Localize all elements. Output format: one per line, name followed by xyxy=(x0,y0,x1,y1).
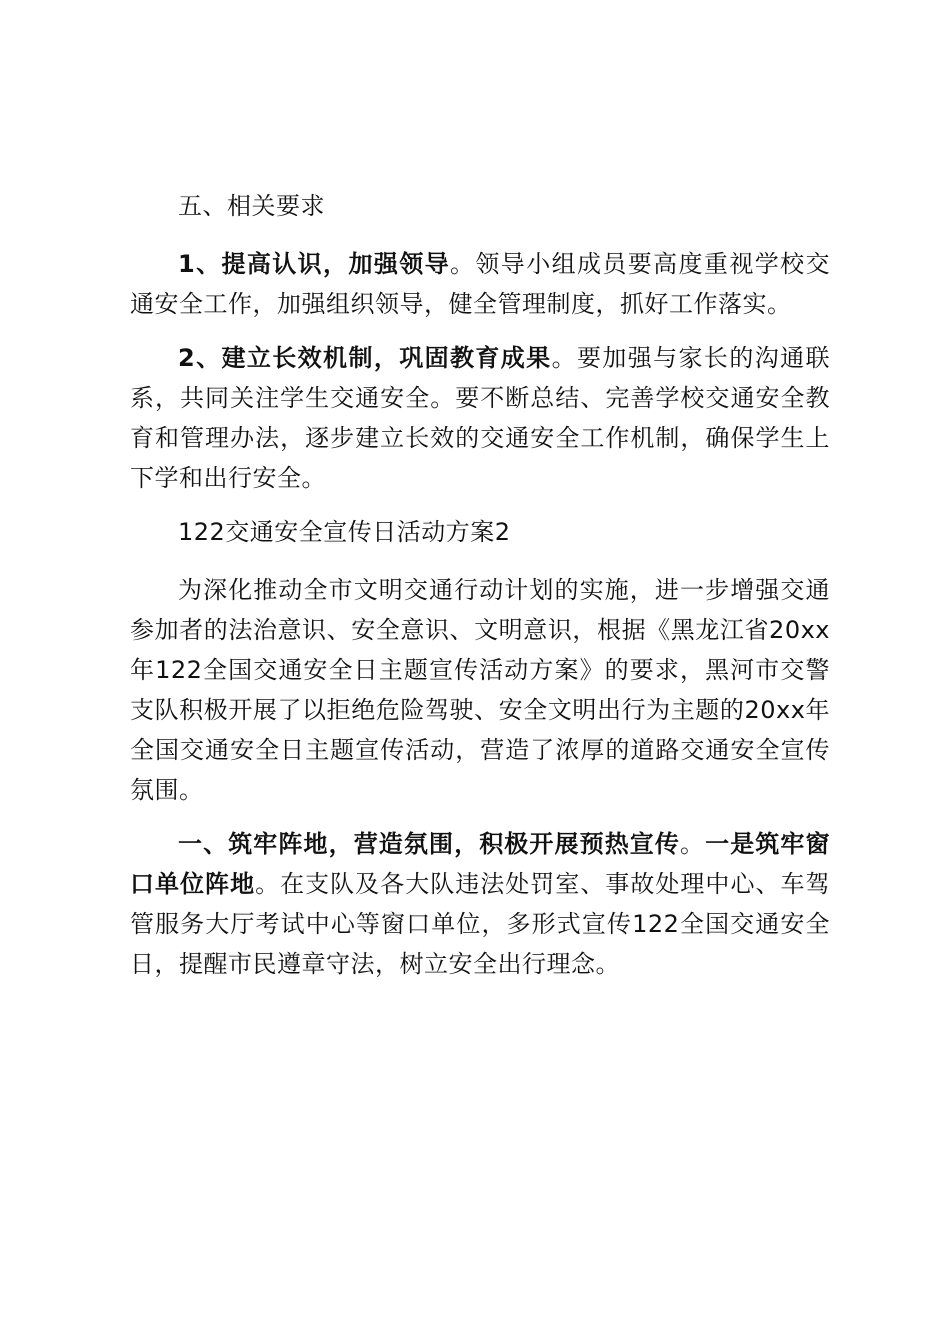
part-1-separator: 。 xyxy=(680,830,706,858)
part-1-paragraph xyxy=(130,824,830,984)
part-1-text: 。在支队及各大队违法处罚室、事故处理中心、车驾管服务大厅考试中心等窗口单位，多形式宣传122全国交通安全日，提醒市民遵章守法，树立安全出行理念。 xyxy=(130,870,830,978)
document-body xyxy=(130,186,830,998)
section-heading: 五、相关要求 xyxy=(178,192,325,220)
requirement-2-title: 2、建立长效机制，巩固教育成果 xyxy=(178,344,552,372)
plan-2-title: 122交通安全宣传日活动方案2 xyxy=(178,518,511,546)
part-1-subtitle: 一是筑牢窗口单位阵地 xyxy=(130,830,831,898)
requirement-1 xyxy=(130,244,830,324)
requirement-1-title: 1、提高认识，加强领导 xyxy=(178,250,451,278)
requirement-1-text: 。领导小组成员要高度重视学校交通安全工作，加强组织领导，健全管理制度，抓好工作落实。 xyxy=(130,250,831,318)
intro-paragraph: 为深化推动全市文明交通行动计划的实施，进一步增强交通参加者的法治意识、安全意识、文明意识，根据《黑龙江省20xx年122全国交通安全日主题宣传活动方案》的要求，黑河市交警支队积极开展了以拒绝危险驾驶、安全文明出行为主题的20xx年全国交通安全日主题宣传活动，营造了浓厚的道路交通安全宣传氛围。 xyxy=(130,576,830,804)
requirement-2 xyxy=(130,338,830,498)
part-1-title: 一、筑牢阵地，营造氛围，积极开展预热宣传 xyxy=(178,830,680,858)
requirement-2-text: 。要加强与家长的沟通联系，共同关注学生交通安全。要不断总结、完善学校交通安全教育和管理办法，逐步建立长效的交通安全工作机制，确保学生上下学和出行安全。 xyxy=(130,344,830,492)
